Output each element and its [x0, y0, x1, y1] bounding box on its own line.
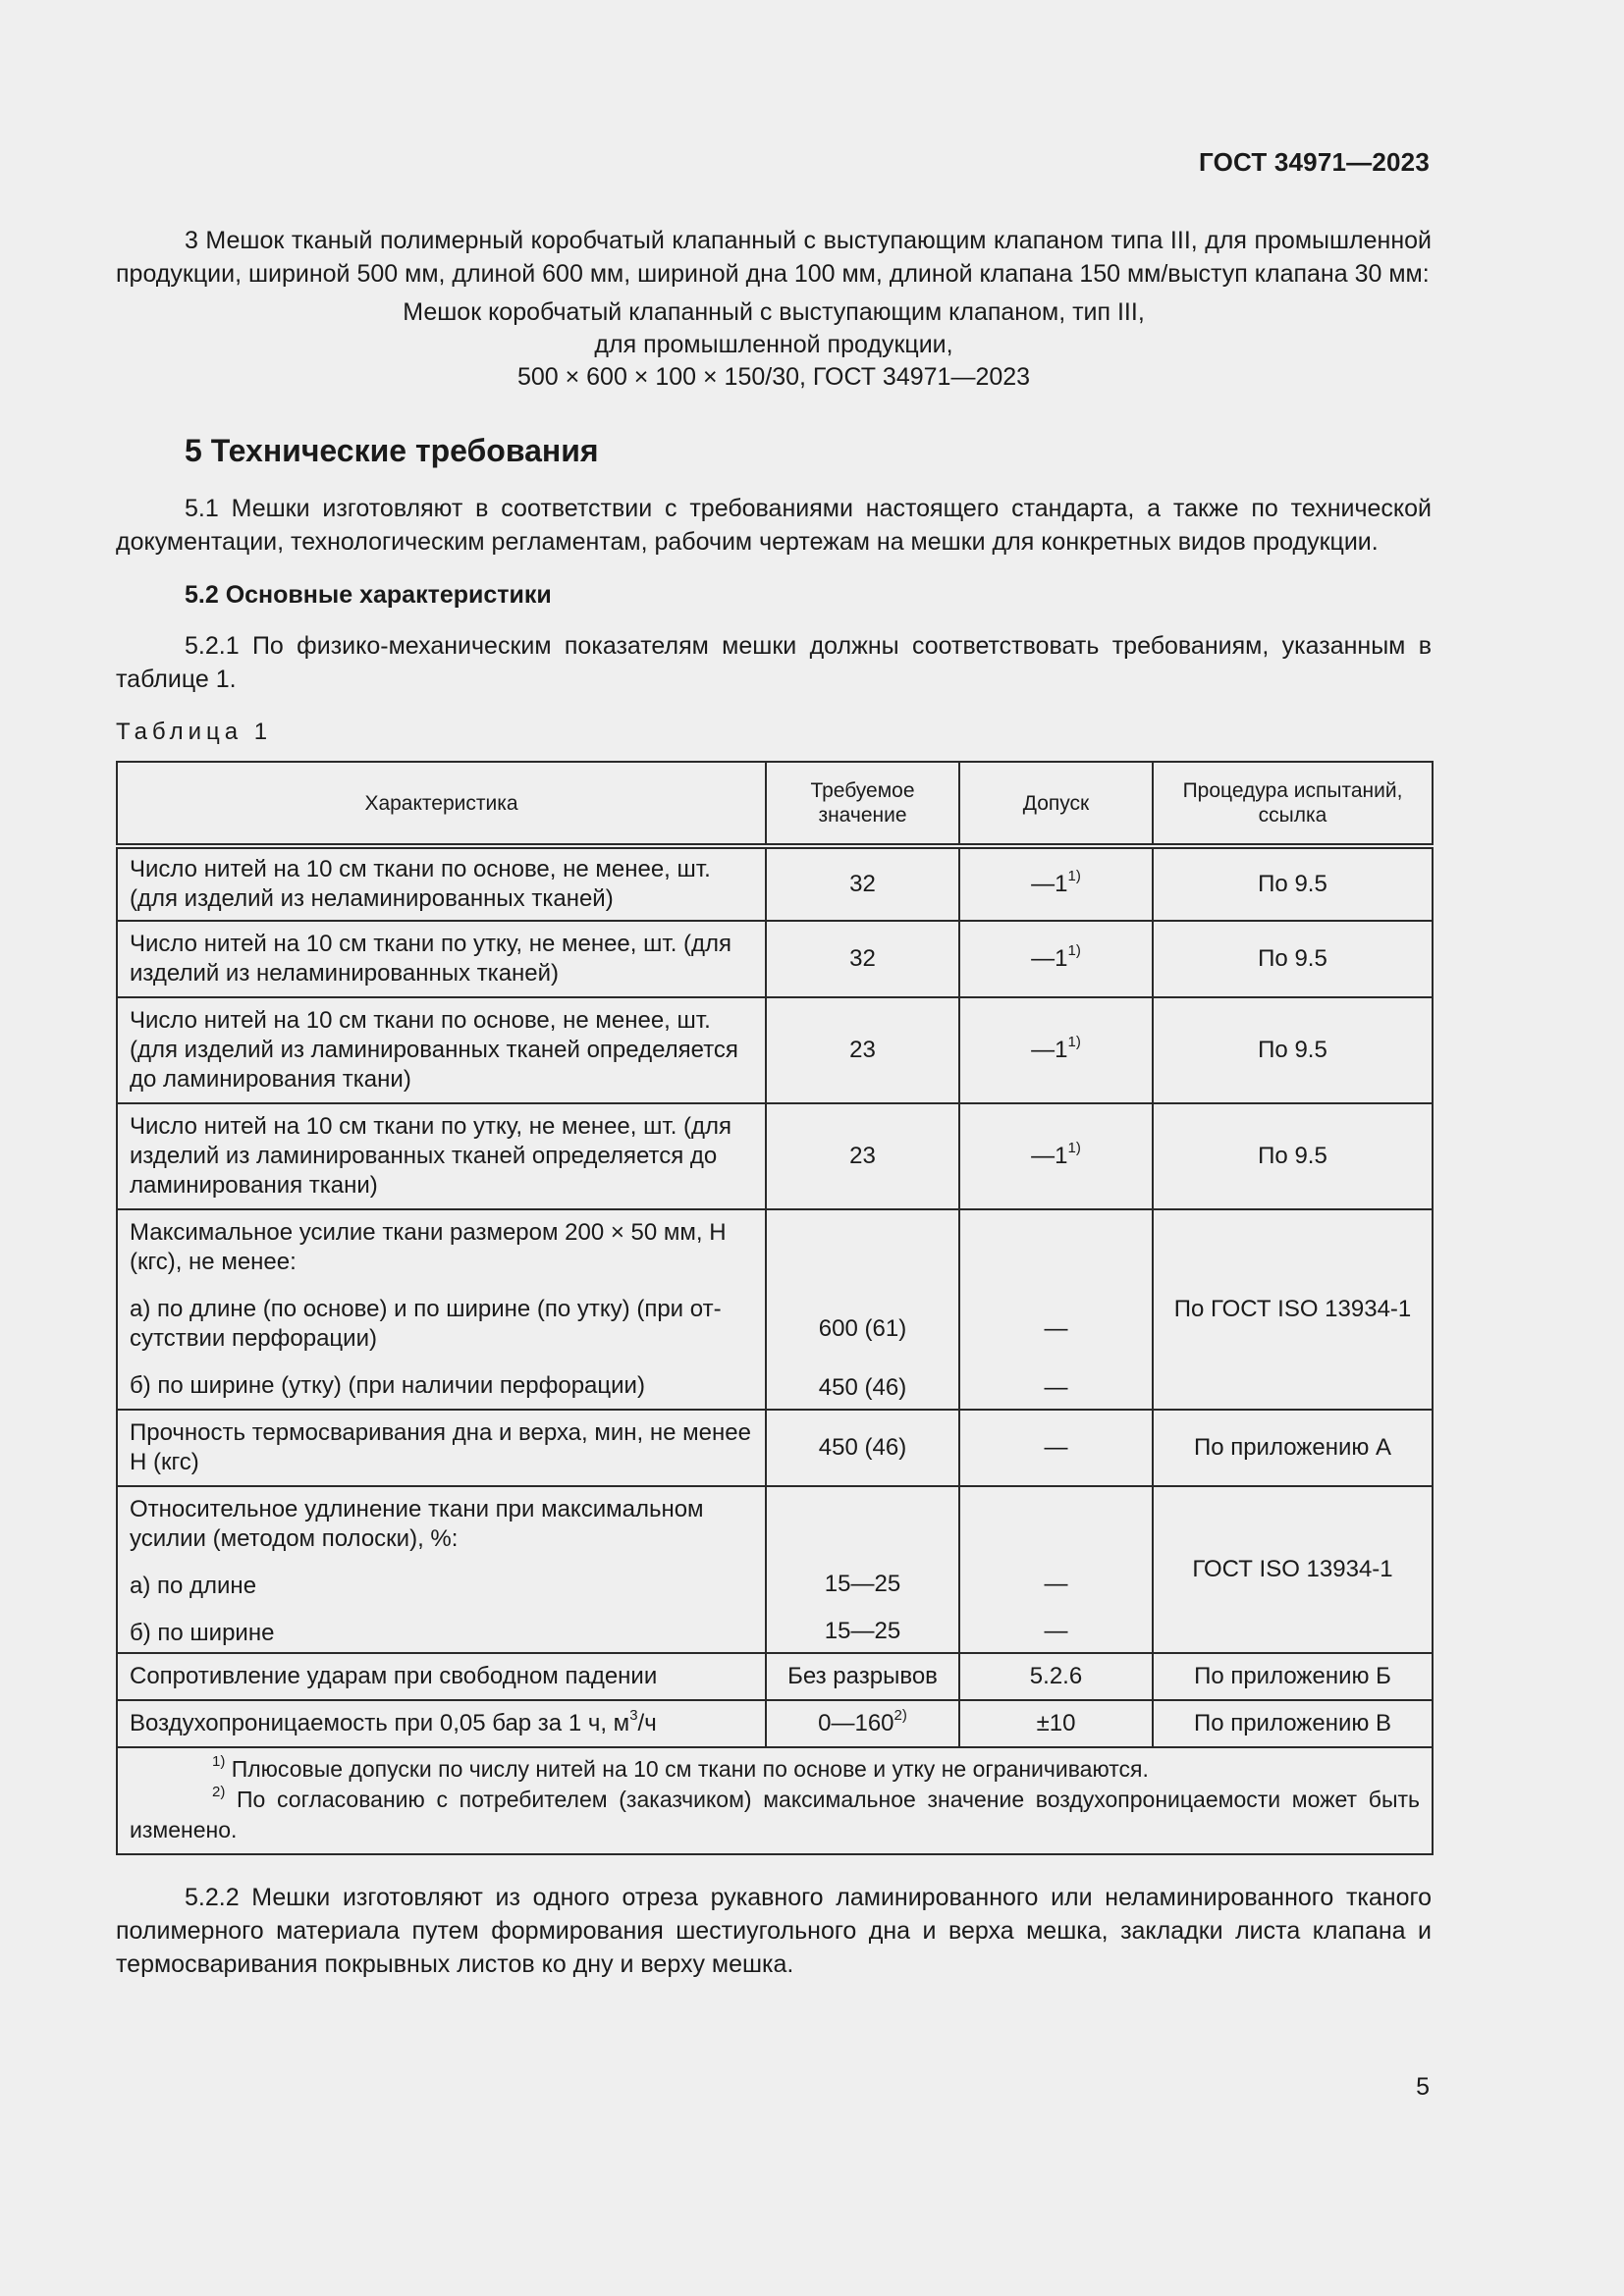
tolerance-text: —1: [1031, 871, 1068, 897]
cell-tolerance: [959, 997, 1153, 1103]
footnote-mark: 1): [1067, 1140, 1081, 1156]
cell-procedure: По 9.5: [1153, 921, 1433, 997]
tolerance-text: —1: [1031, 1143, 1068, 1169]
cell-characteristic: Число нитей на 10 см ткани по утку, не менее, шт. (для изделий из неламинированных тканей): [117, 921, 766, 997]
paragraph-5-1: 5.1 Мешки изготовляют в соответствии с требованиями настоящего стандарта, а также по технической документации, технологическим регламентам, рабочим чертежам на мешки для конкретных видов продукции.: [116, 495, 1432, 556]
cell-tolerance: [959, 1486, 1153, 1653]
table-row: [117, 1410, 1433, 1486]
page-content: [116, 224, 1432, 1981]
table-notes: [117, 1747, 1433, 1854]
cell-tolerance: [959, 1103, 1153, 1209]
note-2: [130, 1785, 1420, 1845]
example-3-text: 3 Мешок тканый полимерный коробчатый клапанный с выступающим клапаном типа III, для промышленной продукции, шириной 500 мм, длиной 600 мм, шириной дна 100 мм, длиной клапана 150 мм/выступ клапана 30 мм:: [116, 227, 1432, 288]
table-row: [117, 846, 1433, 921]
note-1-text: Плюсовые допуски по числу нитей на 10 см ткани по основе и утку не ограничиваются.: [225, 1756, 1149, 1782]
elongation-b-tolerance: —: [1044, 1618, 1068, 1644]
note-2-text: По согласованию с потребителем (заказчиком) максимальное значение воздухопроницаемости может быть изменено.: [130, 1787, 1420, 1842]
cell-value: Без разрывов: [766, 1653, 959, 1700]
cell-tolerance: [959, 921, 1153, 997]
cell-procedure: По 9.5: [1153, 1103, 1433, 1209]
subsection-title: 5.2 Основные характеристики: [185, 581, 552, 609]
max-force-a-value: 600 (61): [818, 1315, 907, 1342]
footnote-mark: 1): [1067, 1034, 1081, 1050]
table-row: [117, 1653, 1433, 1700]
cell-characteristic: [117, 1209, 766, 1410]
table-1: [116, 761, 1434, 1855]
header-tolerance: Допуск: [959, 762, 1153, 846]
table-row-elongation: [117, 1486, 1433, 1653]
air-char-tail: /ч: [637, 1710, 657, 1736]
footnote-mark: 1): [1067, 942, 1081, 959]
footnote-mark: 1): [212, 1753, 226, 1771]
cell-value: [766, 1486, 959, 1653]
designation-line: 500 × 600 × 100 × 150/30, ГОСТ 34971—2023: [516, 363, 1031, 391]
cell-procedure: По ГОСТ ISO 13934-1: [1153, 1209, 1433, 1410]
cell-procedure: По приложению В: [1153, 1700, 1433, 1747]
cell-procedure: По приложению А: [1153, 1410, 1433, 1486]
elongation-a-tolerance: —: [1044, 1571, 1068, 1597]
paragraph-5-2-1: 5.2.1 По физико-механическим показателям мешки должны соответствовать требованиям, указанным в таблице 1.: [116, 632, 1432, 693]
cell-procedure: По 9.5: [1153, 846, 1433, 921]
table-header-row: [117, 762, 1433, 846]
header-characteristic: Характеристика: [117, 762, 766, 846]
header-required-value: Требуемое значение: [766, 762, 959, 846]
cell-tolerance: 5.2.6: [959, 1653, 1153, 1700]
footnote-mark: 2): [893, 1707, 907, 1724]
elongation-title: Относительное удлинение ткани при максимальном усилии (методом полоски), %:: [130, 1496, 704, 1552]
elongation-a: а) по длине: [130, 1573, 257, 1599]
table-caption: Таблица 1: [116, 719, 273, 745]
cell-value: 23: [766, 997, 959, 1103]
air-char-text: Воздухопроницаемость при 0,05 бар за 1 ч, м: [130, 1710, 630, 1736]
max-force-a-tolerance: —: [1044, 1315, 1068, 1342]
cell-characteristic: Число нитей на 10 см ткани по основе, не менее, шт. (для изделий из неламинированных тканей): [117, 846, 766, 921]
cell-tolerance: [959, 1209, 1153, 1410]
max-force-b-tolerance: —: [1044, 1374, 1068, 1401]
cell-characteristic: Сопротивление ударам при свободном падении: [117, 1653, 766, 1700]
cell-characteristic: [117, 1700, 766, 1747]
cell-value: 32: [766, 921, 959, 997]
example-3-designation: [116, 296, 1432, 394]
section-title: 5 Технические требования: [185, 433, 599, 468]
tolerance-text: —1: [1031, 1037, 1068, 1063]
elongation-a-value: 15—25: [824, 1571, 901, 1597]
cell-value: 23: [766, 1103, 959, 1209]
elongation-b: б) по ширине: [130, 1620, 275, 1646]
table-notes-row: [117, 1747, 1433, 1854]
cell-characteristic: Число нитей на 10 см ткани по утку, не менее, шт. (для изделий из ламинированных тканей определяется до ламинирования ткани): [117, 1103, 766, 1209]
table-row: [117, 1700, 1433, 1747]
table-row-max-force: [117, 1209, 1433, 1410]
table-row: [117, 1103, 1433, 1209]
cell-value: 32: [766, 846, 959, 921]
cell-value: [766, 1700, 959, 1747]
cell-value: 450 (46): [766, 1410, 959, 1486]
header-procedure: Процедура испытаний, ссылка: [1153, 762, 1433, 846]
cell-characteristic: Число нитей на 10 см ткани по основе, не менее, шт. (для изделий из ламинированных тканей определяется до ламинирования ткани): [117, 997, 766, 1103]
cell-value: [766, 1209, 959, 1410]
designation-line: для промышленной продукции,: [594, 331, 953, 358]
max-force-b-value: 450 (46): [818, 1374, 907, 1401]
document-code: ГОСТ 34971—2023: [1199, 147, 1430, 177]
cell-tolerance: ±10: [959, 1700, 1153, 1747]
cell-tolerance: [959, 846, 1153, 921]
paragraph-5-2-2: 5.2.2 Мешки изготовляют из одного отреза рукавного ламинированного или неламинированного тканого полимерного материала путем формирования шестиугольного дна и верха мешка, закладки листа клапана и термосваривания покрывных листов ко дну и верху мешка.: [116, 1884, 1432, 1978]
cell-procedure: ГОСТ ISO 13934-1: [1153, 1486, 1433, 1653]
max-force-b: б) по ширине (утку) (при наличии перфорации): [130, 1372, 645, 1399]
air-value-text: 0—160: [818, 1710, 894, 1736]
cell-characteristic: Прочность термосваривания дна и верха, мин, не менее Н (кгс): [117, 1410, 766, 1486]
cell-tolerance: —: [959, 1410, 1153, 1486]
tolerance-text: —1: [1031, 945, 1068, 972]
table-row: [117, 997, 1433, 1103]
footnote-mark: 2): [212, 1784, 226, 1801]
page-number: 5: [1416, 2073, 1430, 2101]
elongation-b-value: 15—25: [824, 1618, 901, 1644]
unit-superscript: 3: [629, 1707, 638, 1724]
cell-characteristic: [117, 1486, 766, 1653]
table-row: [117, 921, 1433, 997]
footnote-mark: 1): [1067, 868, 1081, 884]
designation-line: Мешок коробчатый клапанный с выступающим клапаном, тип III,: [403, 298, 1145, 326]
cell-procedure: По приложению Б: [1153, 1653, 1433, 1700]
cell-procedure: По 9.5: [1153, 997, 1433, 1103]
max-force-a: а) по длине (по основе) и по ширине (по утку) (при отсутствии перфорации): [130, 1296, 722, 1352]
note-1: [130, 1754, 1420, 1785]
max-force-title: Максимальное усилие ткани размером 200 × 50 мм, Н (кгс), не менее:: [130, 1219, 727, 1275]
